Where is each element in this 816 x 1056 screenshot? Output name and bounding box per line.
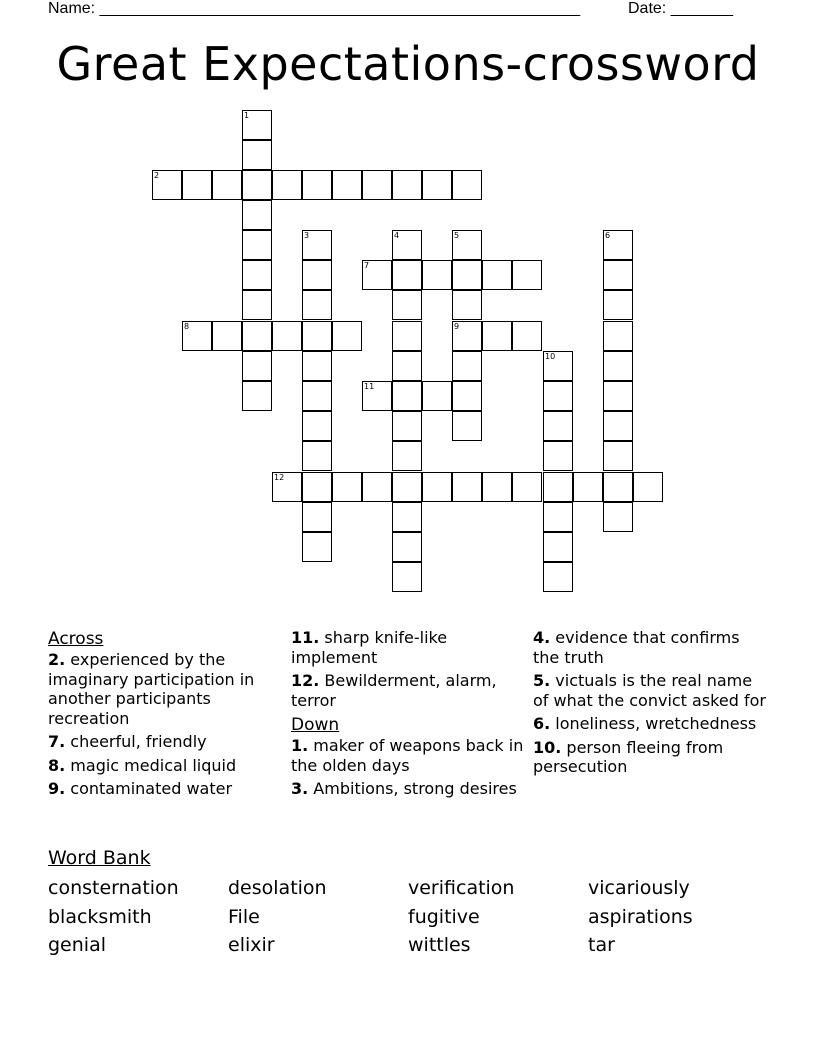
grid-cell[interactable]	[302, 260, 332, 290]
clue-number: 6	[605, 231, 611, 240]
grid-cell[interactable]	[603, 321, 633, 351]
grid-cell[interactable]	[603, 411, 633, 441]
clues-section	[48, 628, 778, 828]
grid-cell[interactable]	[362, 472, 392, 502]
clue-text: magic medical liquid	[65, 755, 237, 775]
grid-cell[interactable]	[392, 441, 422, 471]
clue-number: 12	[274, 473, 285, 482]
grid-cell[interactable]	[242, 230, 272, 260]
grid-cell[interactable]	[603, 290, 633, 320]
word-bank-item: blacksmith	[48, 905, 152, 928]
grid-cell[interactable]	[452, 351, 482, 381]
clue-number: 11.	[291, 628, 320, 647]
grid-cell[interactable]	[543, 502, 573, 532]
word-bank-list	[48, 874, 778, 960]
grid-cell[interactable]	[543, 472, 573, 502]
word-bank	[48, 846, 778, 960]
grid-cell[interactable]	[482, 472, 512, 502]
name-field-label[interactable]: Name: ______________________________________________________	[48, 0, 581, 17]
word-bank-item: fugitive	[408, 905, 480, 928]
grid-cell[interactable]	[603, 502, 633, 532]
clue-text: person fleeing from persecution	[533, 737, 724, 776]
clue-text: victuals is the real name of what the convict asked for	[533, 671, 766, 710]
grid-cell[interactable]	[272, 472, 302, 502]
clue-across-8	[48, 756, 284, 776]
grid-cell[interactable]	[242, 321, 272, 351]
clue-across-12	[291, 671, 527, 710]
clue-number: 9	[454, 322, 460, 331]
grid-cell[interactable]	[422, 381, 452, 411]
clue-number: 1.	[291, 736, 309, 755]
grid-cell[interactable]	[392, 472, 422, 502]
word-bank-item: verification	[408, 877, 515, 899]
clue-number: 3	[304, 231, 310, 240]
grid-cell[interactable]	[633, 472, 663, 502]
grid-cell[interactable]	[512, 472, 542, 502]
clue-number: 2	[154, 171, 160, 180]
grid-cell[interactable]	[392, 381, 422, 411]
grid-cell[interactable]	[452, 381, 482, 411]
grid-cell[interactable]	[182, 321, 212, 351]
grid-cell[interactable]	[392, 170, 422, 200]
grid-cell[interactable]	[422, 472, 452, 502]
clue-number: 8	[184, 322, 190, 331]
grid-cell[interactable]	[573, 472, 603, 502]
grid-cell[interactable]	[302, 321, 332, 351]
clue-number: 3.	[291, 779, 309, 798]
down-heading: Down	[291, 715, 340, 735]
grid-cell[interactable]	[392, 351, 422, 381]
clue-across-11	[291, 628, 527, 667]
clue-number: 4	[394, 231, 400, 240]
grid-cell[interactable]	[242, 110, 272, 140]
grid-cell[interactable]	[242, 381, 272, 411]
grid-cell[interactable]	[242, 290, 272, 320]
grid-cell[interactable]	[182, 170, 212, 200]
grid-cell[interactable]	[392, 260, 422, 290]
grid-cell[interactable]	[302, 170, 332, 200]
grid-cell[interactable]	[482, 260, 512, 290]
grid-cell[interactable]	[392, 230, 422, 260]
grid-cell[interactable]	[452, 230, 482, 260]
clue-number: 12.	[291, 671, 320, 690]
clue-across-9	[48, 779, 284, 799]
clue-text: Bewilderment, alarm, terror	[291, 671, 497, 710]
grid-cell[interactable]	[332, 321, 362, 351]
grid-cell[interactable]	[362, 170, 392, 200]
grid-cell[interactable]	[452, 472, 482, 502]
clue-across-7	[48, 732, 284, 752]
word-bank-item: vicariously	[588, 877, 690, 899]
grid-cell[interactable]	[482, 321, 512, 351]
clue-down-10	[533, 738, 769, 777]
grid-cell[interactable]	[272, 321, 302, 351]
word-bank-item: tar	[588, 934, 615, 956]
grid-cell[interactable]	[212, 170, 242, 200]
clue-down-3	[291, 779, 527, 799]
clue-number: 4.	[533, 628, 551, 647]
clue-text: cheerful, friendly	[65, 732, 207, 751]
clue-text: sharp knife-like implement	[291, 628, 448, 667]
grid-cell[interactable]	[392, 321, 422, 351]
grid-cell[interactable]	[603, 230, 633, 260]
clue-number: 2.	[48, 650, 66, 669]
grid-cell[interactable]	[302, 381, 332, 411]
clues-column-3	[533, 628, 769, 781]
grid-cell[interactable]	[512, 260, 542, 290]
clue-number: 11	[364, 382, 375, 391]
word-bank-item: desolation	[228, 877, 327, 899]
grid-cell[interactable]	[362, 381, 392, 411]
clue-text: Ambitions, strong desires	[308, 779, 517, 798]
word-bank-item: aspirations	[588, 905, 693, 928]
word-bank-title: Word Bank	[48, 847, 151, 869]
grid-cell[interactable]	[392, 502, 422, 532]
grid-cell[interactable]	[242, 140, 272, 170]
grid-cell[interactable]	[452, 260, 482, 290]
clues-column-2	[291, 628, 527, 803]
grid-cell[interactable]	[543, 411, 573, 441]
clues-column-1	[48, 628, 284, 803]
clue-text: experienced by the imaginary participation in another participants recreation	[48, 650, 255, 728]
word-bank-item: genial	[48, 934, 106, 956]
grid-cell[interactable]	[212, 321, 242, 351]
grid-cell[interactable]	[302, 532, 332, 562]
grid-cell[interactable]	[302, 351, 332, 381]
clue-number: 7.	[48, 732, 66, 751]
clue-number: 8.	[48, 755, 66, 775]
grid-cell[interactable]	[272, 170, 302, 200]
clue-text: contaminated water	[65, 779, 233, 798]
clue-across-2	[48, 650, 284, 728]
grid-cell[interactable]	[452, 321, 482, 351]
grid-cell[interactable]	[603, 260, 633, 290]
clue-number: 10.	[533, 737, 562, 757]
clue-number: 9.	[48, 779, 66, 798]
word-bank-item: consternation	[48, 877, 179, 899]
clue-number: 1	[244, 111, 250, 120]
word-bank-item: File	[228, 905, 260, 928]
grid-cell[interactable]	[422, 170, 452, 200]
grid-cell[interactable]	[242, 260, 272, 290]
grid-cell[interactable]	[332, 472, 362, 502]
clue-text: loneliness, wretchedness	[550, 714, 757, 733]
clue-text: evidence that confirms the truth	[533, 628, 740, 667]
clue-number: 6.	[533, 714, 551, 733]
grid-cell[interactable]	[152, 170, 182, 200]
page-title: Great Expectations-crossword	[56, 37, 760, 91]
grid-cell[interactable]	[242, 200, 272, 230]
grid-cell[interactable]	[452, 290, 482, 320]
clue-down-4	[533, 628, 769, 667]
date-field-label[interactable]: Date: _______	[628, 0, 733, 17]
grid-cell[interactable]	[392, 562, 422, 592]
grid-cell[interactable]	[543, 532, 573, 562]
word-bank-item: elixir	[228, 934, 275, 956]
grid-cell[interactable]	[452, 170, 482, 200]
grid-cell[interactable]	[302, 472, 332, 502]
grid-cell[interactable]	[362, 260, 392, 290]
grid-cell[interactable]	[543, 562, 573, 592]
grid-cell[interactable]	[512, 321, 542, 351]
grid-cell[interactable]	[603, 472, 633, 502]
grid-cell[interactable]	[603, 351, 633, 381]
grid-cell[interactable]	[422, 260, 452, 290]
grid-cell[interactable]	[603, 441, 633, 471]
clue-text: maker of weapons back in the olden days	[291, 736, 524, 775]
word-bank-item: wittles	[408, 934, 471, 956]
grid-cell[interactable]	[242, 351, 272, 381]
grid-cell[interactable]	[543, 351, 573, 381]
clue-down-5	[533, 671, 769, 710]
clue-number: 7	[364, 261, 370, 270]
grid-cell[interactable]	[392, 411, 422, 441]
grid-cell[interactable]	[302, 411, 332, 441]
grid-cell[interactable]	[242, 170, 272, 200]
grid-cell[interactable]	[302, 290, 332, 320]
grid-cell[interactable]	[452, 411, 482, 441]
grid-cell[interactable]	[543, 381, 573, 411]
grid-cell[interactable]	[302, 230, 332, 260]
clue-down-1	[291, 736, 527, 775]
clue-down-6	[533, 714, 769, 734]
grid-cell[interactable]	[302, 502, 332, 532]
grid-cell[interactable]	[392, 532, 422, 562]
across-heading: Across	[48, 629, 104, 649]
grid-cell[interactable]	[603, 381, 633, 411]
grid-cell[interactable]	[302, 441, 332, 471]
clue-number: 5	[454, 231, 460, 240]
clue-number: 10	[545, 352, 556, 361]
grid-cell[interactable]	[332, 170, 362, 200]
clue-number: 5.	[533, 671, 551, 690]
grid-cell[interactable]	[392, 290, 422, 320]
grid-cell[interactable]	[543, 441, 573, 471]
